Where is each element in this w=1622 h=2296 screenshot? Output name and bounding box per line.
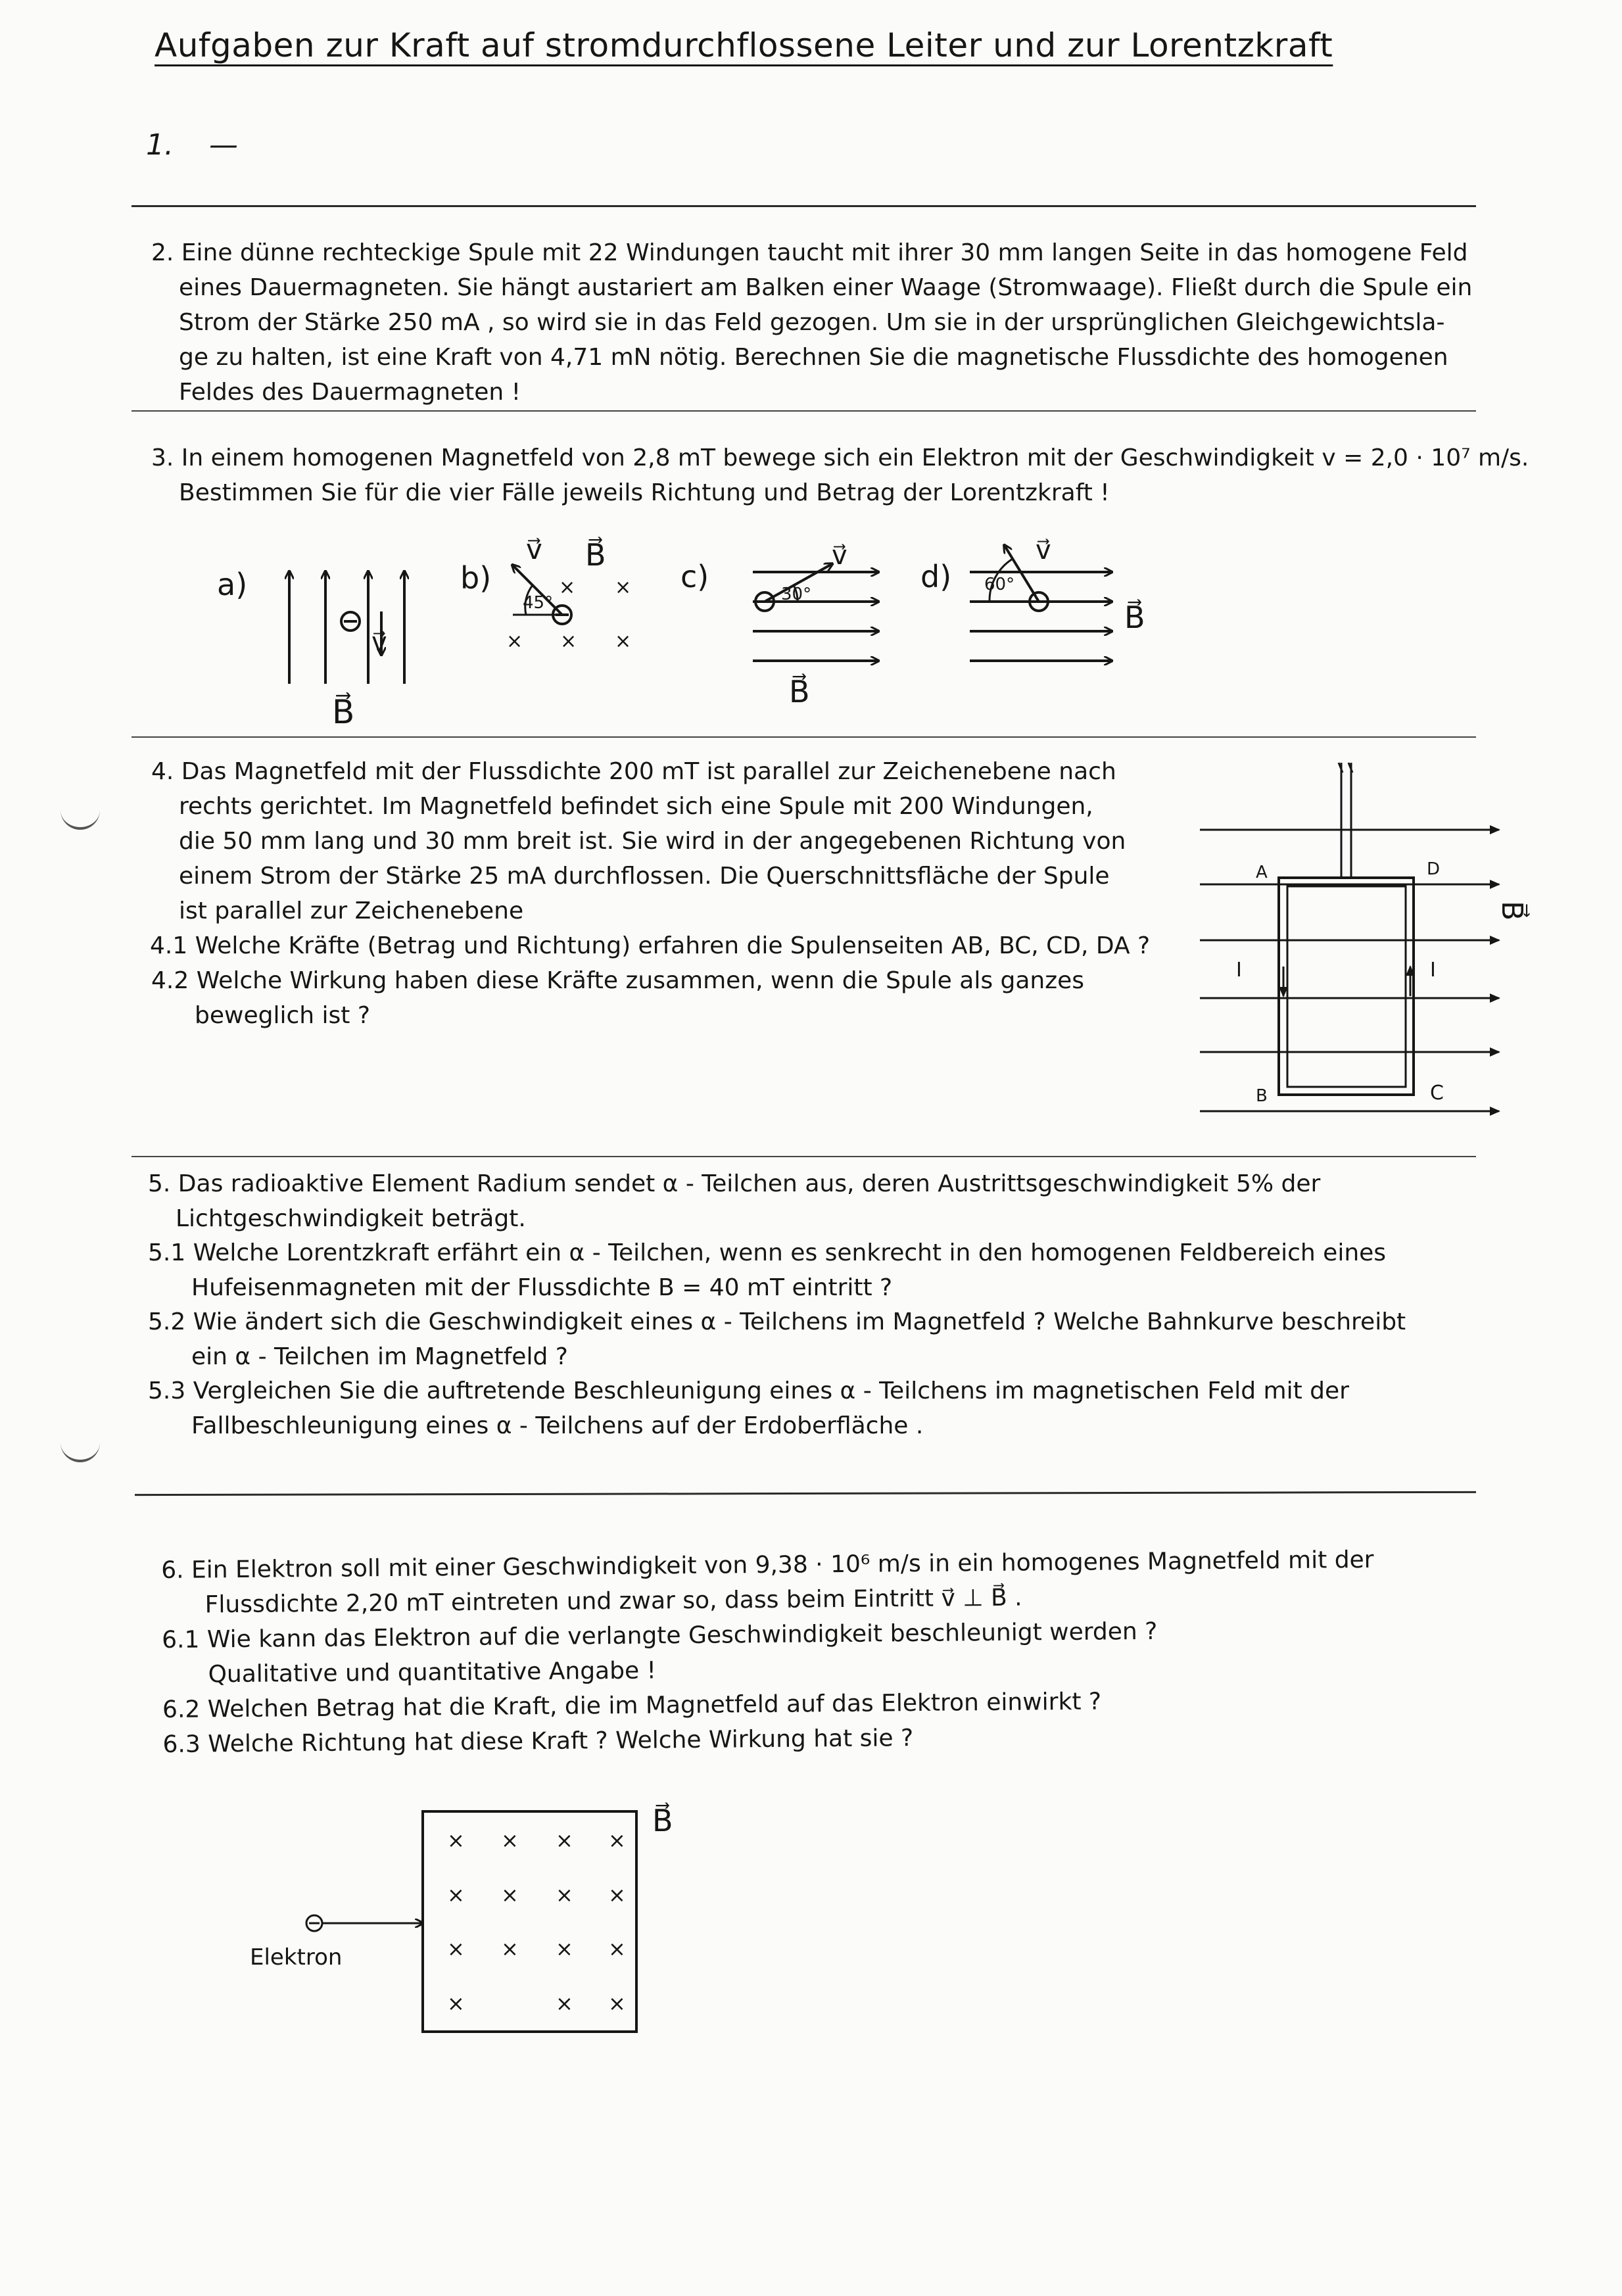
b-label: B⃗ bbox=[1495, 901, 1529, 921]
task4-line: ist parallel zur Zeichenebene bbox=[179, 897, 524, 924]
cross-mark: × bbox=[556, 1936, 573, 1961]
task2-line: Feldes des Dauermagneten ! bbox=[179, 379, 521, 406]
task5-question-3-cont: Fallbeschleunigung eines α - Teilchens auf der Erdoberfläche . bbox=[191, 1412, 924, 1439]
task6-intro-cont: Flussdichte 2,20 mT eintreten und zwar so, dass beim Eintritt v⃗ ⊥ B⃗ . bbox=[204, 1584, 1022, 1619]
corner-d-label: D bbox=[1427, 859, 1441, 879]
task5-question-1: 5.1 Welche Lorentzkraft erfährt ein α - Teilchen, wenn es senkrecht in den homogenen Feldbereich eines bbox=[148, 1239, 1387, 1266]
task2-line: Strom der Stärke 250 mA , so wird sie in das Feld gezogen. Um sie in der ursprünglichen Gleichgewichtsla- bbox=[179, 309, 1445, 336]
angle-label: 30° bbox=[781, 585, 812, 604]
task2-line: ge zu halten, ist eine Kraft von 4,71 mN nötig. Berechnen Sie die magnetische Flussdichte des homogenen bbox=[179, 344, 1448, 371]
task6-intro: 6. Ein Elektron soll mit einer Geschwindigkeit von 9,38 · 10⁶ m/s in ein homogenes Magnetfeld mit der bbox=[161, 1546, 1374, 1584]
task4-line: die 50 mm lang und 30 mm breit ist. Sie wird in der angegebenen Richtung von bbox=[179, 828, 1126, 855]
cross-mark: × bbox=[608, 1882, 626, 1907]
cross-mark: × bbox=[608, 1828, 626, 1853]
corner-b-label: B bbox=[1256, 1086, 1268, 1106]
task6-question-1-cont: Qualitative und quantitative Angabe ! bbox=[208, 1657, 657, 1688]
cross-mark: × bbox=[556, 1991, 573, 2016]
task4-line: einem Strom der Stärke 25 mA durchflossen. Die Querschnittsfläche der Spule bbox=[179, 863, 1110, 890]
b-label: B⃗ bbox=[585, 537, 606, 573]
task2-line: 2. Eine dünne rechteckige Spule mit 22 Windungen taucht mit ihrer 30 mm langen Seite in das homogene Feld bbox=[151, 239, 1468, 266]
electron-label: Elektron bbox=[250, 1944, 343, 1971]
task5-question-2-cont: ein α - Teilchen im Magnetfeld ? bbox=[191, 1343, 568, 1370]
angle-label: 45° bbox=[523, 593, 554, 613]
cross-mark: × bbox=[615, 630, 632, 653]
cross-mark: × bbox=[447, 1882, 465, 1907]
case-a-label: a) bbox=[217, 567, 248, 602]
v-label: v⃗ bbox=[832, 540, 847, 571]
task4-question-1: 4.1 Welche Kräfte (Betrag und Richtung) erfahren die Spulenseiten AB, BC, CD, DA ? bbox=[150, 932, 1151, 959]
angle-label: 60° bbox=[984, 575, 1015, 594]
task6-question-3: 6.3 Welche Richtung hat diese Kraft ? Welche Wirkung hat sie ? bbox=[162, 1725, 914, 1758]
cross-mark: × bbox=[608, 1991, 626, 2016]
current-label: I bbox=[1236, 959, 1242, 982]
corner-c-label: C bbox=[1430, 1082, 1444, 1105]
task4-question-2: 4.2 Welche Wirkung haben diese Kräfte zusammen, wenn die Spule als ganzes bbox=[151, 967, 1085, 994]
task5-intro: 5. Das radioaktive Element Radium sendet α - Teilchen aus, deren Austrittsgeschwindigkeit 5% der bbox=[148, 1170, 1321, 1197]
task4-line: rechts gerichtet. Im Magnetfeld befindet sich eine Spule mit 200 Windungen, bbox=[179, 793, 1093, 820]
task6-question-1: 6.1 Wie kann das Elektron auf die verlangte Geschwindigkeit beschleunigt werden ? bbox=[161, 1617, 1158, 1654]
task3-line: 3. In einem homogenen Magnetfeld von 2,8 mT bewege sich ein Elektron mit der Geschwindigkeit v = 2,0 · 10⁷ m/s. bbox=[151, 444, 1529, 471]
cross-mark: × bbox=[501, 1936, 519, 1961]
task1-dash: — bbox=[208, 128, 238, 162]
b-label: B⃗ bbox=[789, 674, 810, 709]
case-c-label: c) bbox=[680, 559, 709, 594]
task6-question-2: 6.2 Welchen Betrag hat die Kraft, die im Magnetfeld auf das Elektron einwirkt ? bbox=[162, 1688, 1102, 1723]
v-label: v⃗ bbox=[526, 533, 542, 565]
cross-mark: × bbox=[501, 1882, 519, 1907]
task5-question-1-cont: Hufeisenmagneten mit der Flussdichte B = 40 mT eintritt ? bbox=[191, 1274, 893, 1301]
cross-mark: × bbox=[506, 630, 523, 653]
task3-line: Bestimmen Sie für die vier Fälle jeweils Richtung und Betrag der Lorentzkraft ! bbox=[179, 479, 1110, 506]
v-label: v⃗ bbox=[371, 627, 387, 658]
cross-mark: × bbox=[556, 1828, 573, 1853]
task4-question-2-cont: beweglich ist ? bbox=[195, 1002, 370, 1029]
task4-line: 4. Das Magnetfeld mit der Flussdichte 200 mT ist parallel zur Zeichenebene nach bbox=[151, 758, 1116, 785]
task2-line: eines Dauermagneten. Sie hängt austariert am Balken einer Waage (Stromwaage). Fließt durch die Spule ein bbox=[179, 274, 1473, 301]
cross-mark: × bbox=[556, 1882, 573, 1907]
cross-mark: × bbox=[447, 1991, 465, 2016]
case-d-label: d) bbox=[920, 559, 952, 594]
task5-intro-cont: Lichtgeschwindigkeit beträgt. bbox=[176, 1205, 526, 1232]
task5-question-2: 5.2 Wie ändert sich die Geschwindigkeit eines α - Teilchens im Magnetfeld ? Welche Bahnkurve beschreibt bbox=[148, 1308, 1406, 1335]
cross-mark: × bbox=[560, 630, 577, 653]
cross-mark: × bbox=[501, 1828, 519, 1853]
cross-mark: × bbox=[559, 576, 576, 599]
cross-mark: × bbox=[615, 576, 632, 599]
cross-mark: × bbox=[447, 1828, 465, 1853]
current-label: I bbox=[1430, 959, 1436, 982]
cross-mark: × bbox=[447, 1936, 465, 1961]
case-b-label: b) bbox=[460, 560, 492, 596]
corner-a-label: A bbox=[1256, 863, 1268, 882]
b-label: B⃗ bbox=[1124, 600, 1145, 635]
page-title: Aufgaben zur Kraft auf stromdurchflossene Leiter und zur Lorentzkraft bbox=[155, 26, 1333, 64]
b-label: B⃗ bbox=[332, 693, 355, 731]
b-label: B⃗ bbox=[652, 1803, 673, 1838]
v-label: v⃗ bbox=[1036, 535, 1051, 565]
task5-question-3: 5.3 Vergleichen Sie die auftretende Beschleunigung eines α - Teilchens im magnetischen Feld mit der bbox=[148, 1377, 1349, 1404]
task1-number: 1. bbox=[146, 128, 174, 162]
cross-mark: × bbox=[608, 1936, 626, 1961]
